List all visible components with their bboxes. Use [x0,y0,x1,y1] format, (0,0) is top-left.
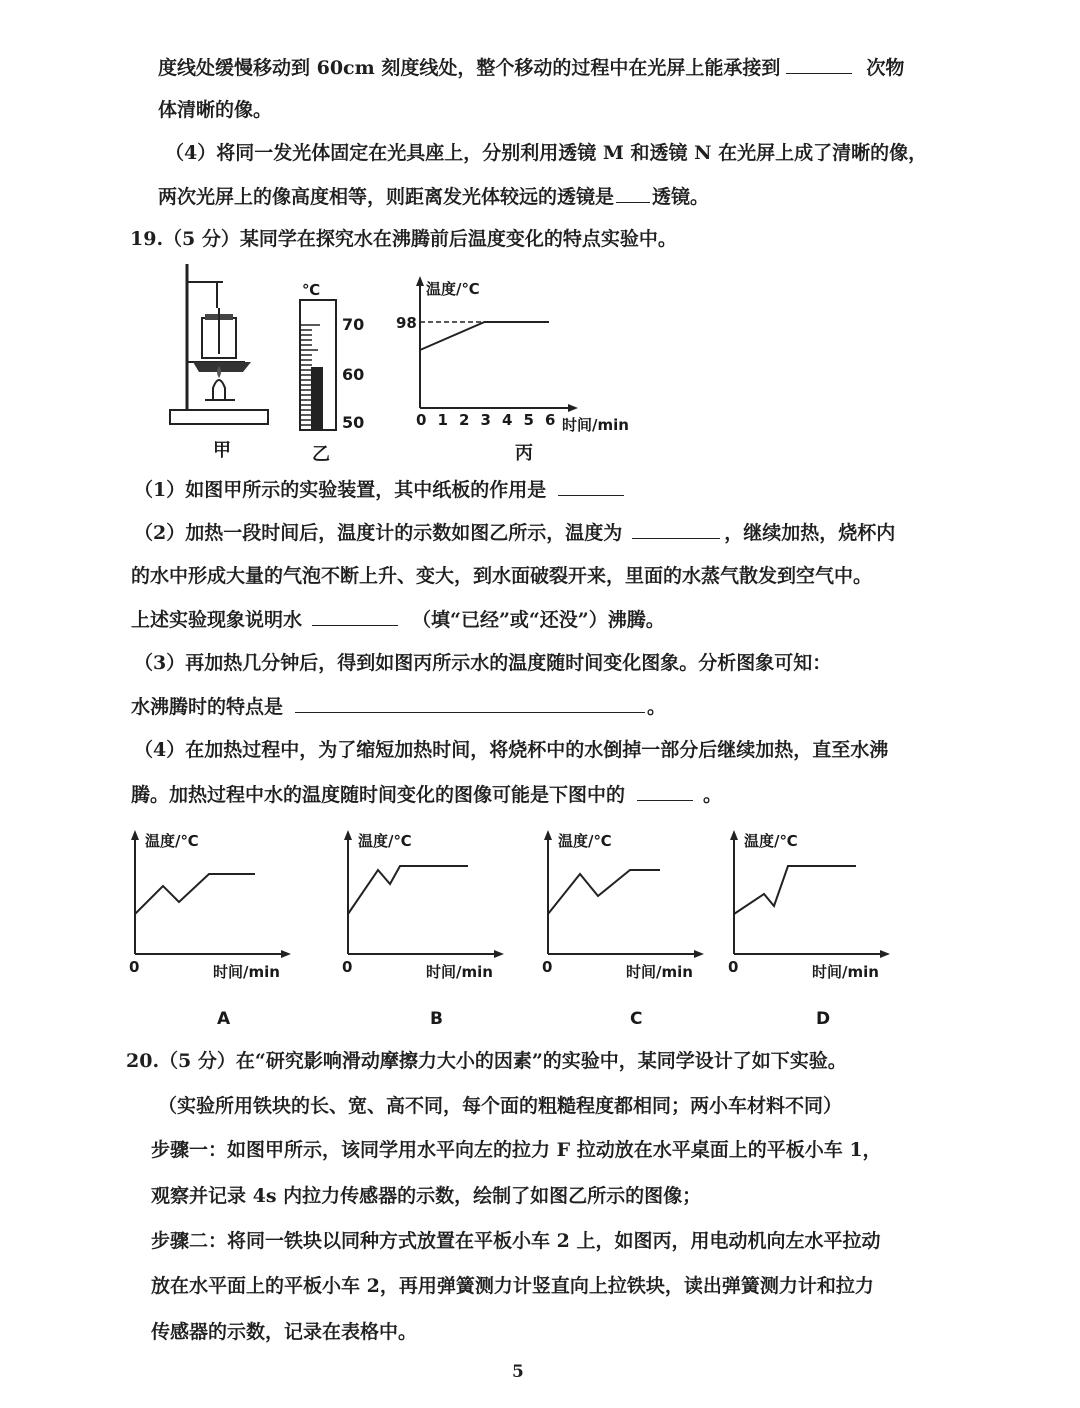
apparatus-figure [165,260,275,465]
option-label: B [430,1009,443,1028]
text-line: （4）将同一发光体固定在光具座上，分别利用透镜 M 和透镜 N 在光屏上成了清晰的像， [165,142,928,164]
origin-label: 0 [129,958,140,976]
text-line: （3）再加热几分钟后，得到如图丙所示水的温度随时间变化图象。分析图象可知： [134,652,832,674]
y-axis-arrow [544,830,552,840]
figure-label-jia: 甲 [213,440,231,461]
x-axis-label: 时间/min [426,963,493,981]
text-line: 两次光屏上的像高度相等，则距离发光体较远的透镜是 透镜。 [158,186,710,208]
option-label: D [816,1009,831,1028]
x-axis-arrow [494,950,504,958]
y-axis-arrow [730,830,738,840]
thermometer-figure [290,278,370,465]
origin-label: 0 [728,958,739,976]
y-axis-arrow [344,830,352,840]
temperature-time-graph [390,272,650,467]
temperature-curve [135,874,255,914]
x-axis-arrow [880,950,890,958]
thermometer-tick: 70 [342,315,365,334]
x-axis-label: 时间/min [812,963,879,981]
y-axis-label: 温度/℃ [145,832,199,850]
x-tick-label: 3 [480,411,491,429]
text-line: 的水中形成大量的气泡不断上升、变大，到水面破裂开来，里面的水蒸气散发到空气中。 [131,565,873,587]
x-tick-label: 6 [545,411,556,429]
thermometer-unit: ℃ [302,281,321,299]
option-graph-B [338,828,518,1028]
thermometer-tick: 50 [342,413,365,432]
x-axis-arrow [694,950,704,958]
x-axis-arrow [568,404,578,412]
x-axis-arrow [281,950,291,958]
text-line: 上述实验现象说明水 （填“已经”或“还没”）沸腾。 [131,609,665,631]
answer-blank[interactable] [312,607,398,626]
y-axis-arrow [131,830,139,840]
figure-label-yi: 乙 [312,444,330,465]
temperature-curve [348,866,468,914]
y-axis-arrow [416,276,424,286]
x-tick-label: 2 [459,411,470,429]
text-line: （1）如图甲所示的实验装置，其中纸板的作用是 [134,477,624,502]
option-graph-D [724,828,904,1028]
page-number: 5 [512,1362,524,1382]
x-tick-label: 0 [416,411,427,429]
option-label: A [217,1009,231,1028]
option-graph-C [538,828,718,1028]
thermometer-tick: 60 [342,365,365,384]
text-line: 步骤一：如图甲所示，该同学用水平向左的拉力 F 拉动放在水平桌面上的平板小车 1， [151,1139,882,1161]
question-19: 19.（5 分）某同学在探究水在沸腾前后温度变化的特点实验中。 [130,228,677,250]
answer-blank[interactable] [616,184,650,203]
text-line: 传感器的示数，记录在表格中。 [151,1321,418,1343]
text-line: （2）加热一段时间后，温度计的示数如图乙所示，温度为 ，继续加热，烧杯内 [134,522,896,544]
answer-blank[interactable] [632,520,720,539]
answer-blank[interactable] [558,477,624,496]
text-line: 放在水平面上的平板小车 2，再用弹簧测力计竖直向上拉铁块，读出弹簧测力计和拉力 [151,1275,874,1297]
text-line: 水沸腾时的特点是 。 [131,696,667,718]
x-axis-label: 时间/min [626,963,693,981]
x-tick-label: 5 [523,411,534,429]
answer-blank[interactable] [786,55,852,74]
y-axis-label: 温度/℃ [744,832,798,850]
x-tick-label: 4 [502,411,513,429]
question-20: 20.（5 分）在“研究影响滑动摩擦力大小的因素”的实验中，某同学设计了如下实验。 [126,1050,847,1072]
text-line: 观察并记录 4s 内拉力传感器的示数，绘制了如图乙所示的图像； [151,1185,702,1207]
answer-blank[interactable] [295,694,645,713]
y-axis-label: 温度/℃ [558,832,612,850]
option-label: C [630,1009,643,1028]
x-axis-label: 时间/min [562,416,629,434]
figure-label-bing: 丙 [515,443,533,464]
y-axis-label: 温度/℃ [426,280,480,298]
answer-blank[interactable] [637,782,693,801]
origin-label: 0 [342,958,353,976]
temperature-series-line [420,322,549,350]
text-line: 体清晰的像。 [158,99,273,121]
origin-label: 0 [542,958,553,976]
y-tick-98: 98 [396,314,417,332]
option-graph-A [125,828,305,1028]
text-line: （实验所用铁块的长、宽、高不同，每个面的粗糙程度都相同；两小车材料不同） [158,1095,843,1117]
temperature-curve [734,866,856,914]
text-line: （4）在加热过程中，为了缩短加热时间，将烧杯中的水倒掉一部分后继续加热，直至水沸 [134,739,889,761]
text-line: 步骤二：将同一铁块以同种方式放置在平板小车 2 上，如图丙，用电动机向左水平拉动 [151,1230,881,1252]
x-tick-label: 1 [437,411,448,429]
text-line: 腾。加热过程中水的温度随时间变化的图像可能是下图中的 。 [131,784,723,806]
y-axis-label: 温度/℃ [358,832,412,850]
temperature-curve [548,870,660,914]
text-line: 度线处缓慢移动到 60cm 刻度线处，整个移动的过程中在光屏上能承接到 次物 [158,57,905,79]
x-axis-label: 时间/min [213,963,280,981]
